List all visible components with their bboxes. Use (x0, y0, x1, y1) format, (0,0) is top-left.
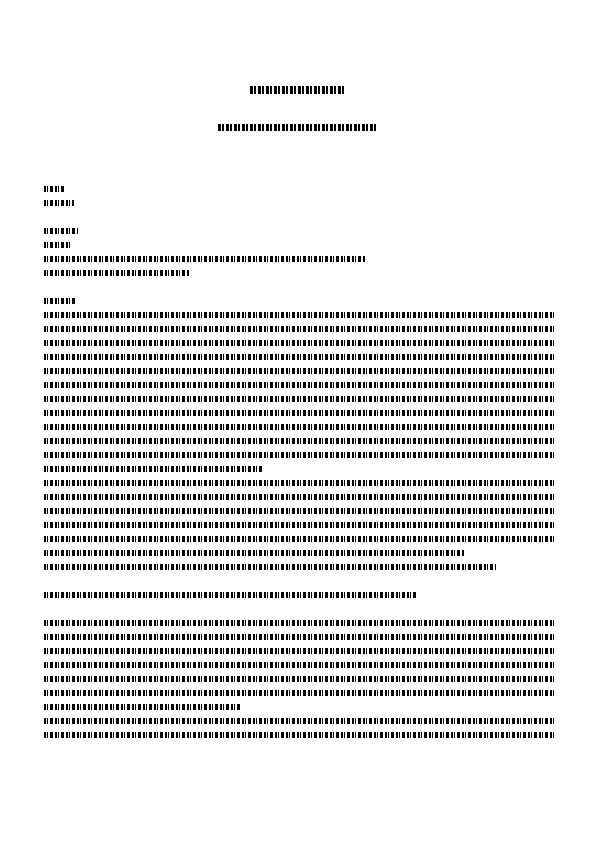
text-line (44, 396, 554, 402)
text-line (44, 438, 554, 444)
text-line (44, 340, 554, 346)
document-title (0, 86, 595, 97)
text-line (44, 270, 190, 276)
text-line (44, 718, 554, 724)
text-line (44, 228, 78, 234)
text-line (44, 410, 554, 416)
text-line (44, 186, 66, 192)
document-subtitle (0, 124, 595, 133)
text-line (44, 564, 496, 570)
text-line (44, 200, 74, 206)
text-line (44, 634, 554, 640)
text-line (44, 522, 554, 528)
text-line (44, 536, 554, 542)
text-line (44, 326, 554, 332)
text-line (44, 690, 554, 696)
text-line (44, 662, 554, 668)
text-line (44, 298, 76, 304)
text-line (44, 242, 70, 248)
text-line (44, 424, 554, 430)
text-line (44, 592, 418, 598)
text-line (44, 256, 366, 262)
text-line (44, 368, 554, 374)
text-line (44, 494, 554, 500)
text-line (44, 508, 554, 514)
text-line (44, 648, 554, 654)
text-line (44, 676, 554, 682)
text-line (44, 732, 554, 738)
text-line (44, 382, 554, 388)
text-line (44, 354, 554, 360)
text-line (44, 466, 264, 472)
text-line (44, 550, 464, 556)
text-line (44, 452, 554, 458)
text-line (44, 480, 554, 486)
text-line (44, 312, 554, 318)
text-line (44, 620, 554, 626)
text-line (44, 704, 240, 710)
